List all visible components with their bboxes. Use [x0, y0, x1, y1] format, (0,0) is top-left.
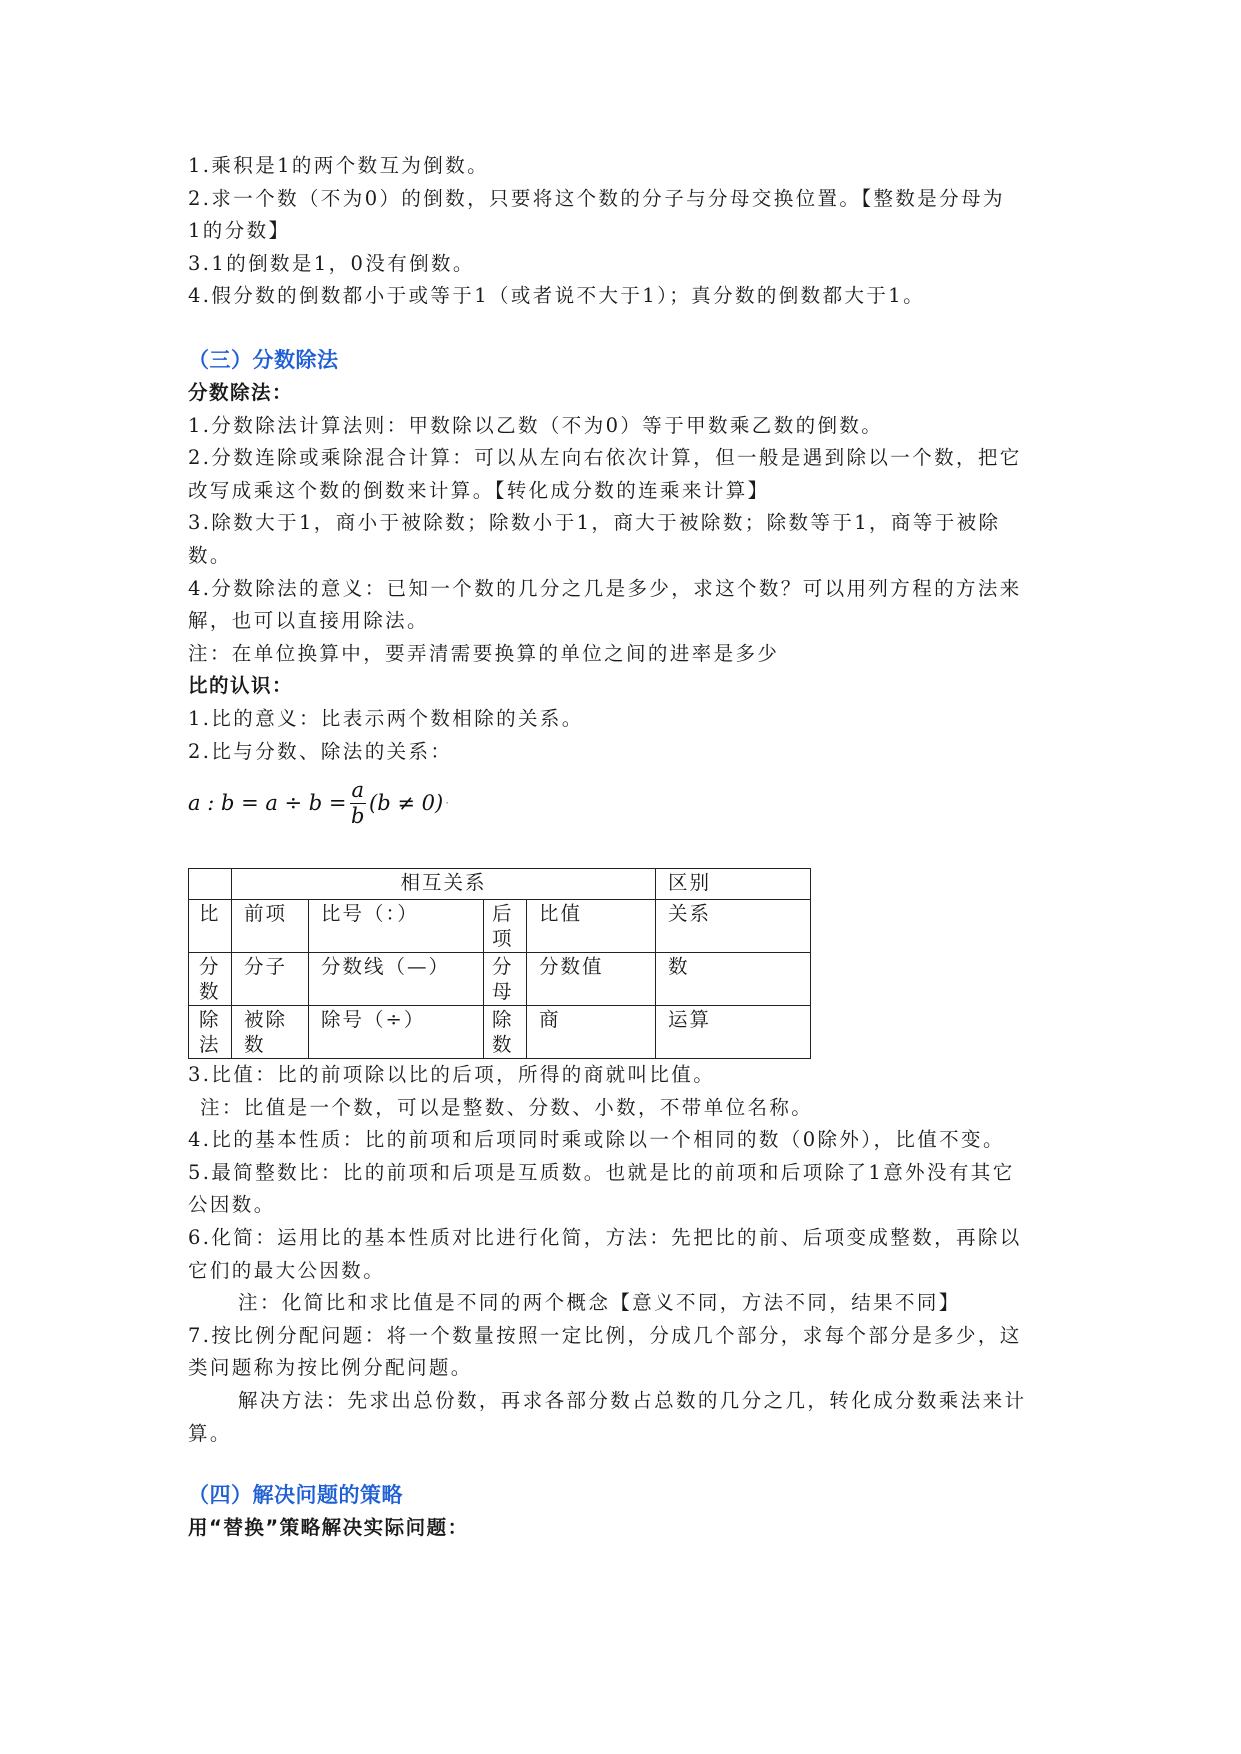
text-line: 2.求一个数（不为0）的倒数，只要将这个数的分子与分母交换位置。【整数是分母为 — [188, 186, 1005, 210]
table-header-difference: 区别 — [656, 869, 811, 900]
ratio-formula — [188, 768, 1058, 838]
table-cell: 分子 — [232, 953, 309, 1006]
text-line: 3.比值：比的前项除以比的后项，所得的商就叫比值。 — [188, 1063, 716, 1087]
text-line: 算。 — [188, 1421, 232, 1445]
text-line: 注：在单位换算中，要弄清需要换算的单位之间的进率是多少 — [188, 641, 780, 665]
subheading-ratio: 比的认识： — [188, 674, 294, 698]
text-line: 2.比与分数、除法的关系： — [188, 739, 453, 763]
table-cell: 前项 — [232, 900, 309, 953]
text-line: 改写成乘这个数的倒数来计算。【转化成分数的连乘来计算】 — [188, 478, 770, 502]
text-line: 6.化简：运用比的基本性质对比进行化简，方法：先把比的前、后项变成整数，再除以 — [188, 1226, 1022, 1250]
table-cell: 比 — [189, 900, 232, 953]
text-line: 4.比的基本性质：比的前项和后项同时乘或除以一个相同的数（0除外），比值不变。 — [188, 1128, 1005, 1152]
text-line: 公因数。 — [188, 1193, 276, 1217]
table-cell: 除法 — [189, 1006, 232, 1059]
ratio-notes-block — [188, 1059, 1058, 1450]
text-line: 4.分数除法的意义：已知一个数的几分之几是多少，求这个数？可以用列方程的方法来 — [188, 576, 1022, 600]
formula-condition: (b ≠ 0) — [369, 791, 444, 816]
table-cell: 分母 — [484, 953, 527, 1006]
text-line: 1.分数除法计算法则：甲数除以乙数（不为0）等于甲数乘乙数的倒数。 — [188, 413, 884, 437]
section-title-strategy: （四）解决问题的策略 — [188, 1483, 403, 1508]
text-line: 2.分数连除或乘除混合计算：可以从左向右依次计算，但一般是遇到除以一个数，把它 — [188, 446, 1022, 470]
text-line: 5.最简整数比：比的前项和后项是互质数。也就是比的前项和后项除了1意外没有其它 — [188, 1160, 1015, 1184]
text-line: 1.乘积是1的两个数互为倒数。 — [188, 154, 490, 177]
relation-table — [188, 868, 811, 1059]
subheading-division: 分数除法： — [188, 380, 294, 404]
division-block — [188, 410, 1058, 671]
text-line: 3.1的倒数是1，0没有倒数。 — [188, 251, 475, 275]
formula-denominator: b — [351, 803, 365, 828]
text-line: 解决方法：先求出总份数，再求各部分数占总数的几分之几，转化成分数乘法来计 — [238, 1389, 1027, 1413]
table-cell: 数 — [656, 953, 811, 1006]
table-cell: 比号（：） — [309, 900, 484, 953]
table-cell: 被除数 — [232, 1006, 309, 1059]
table-cell: 后项 — [484, 900, 527, 953]
table-cell — [189, 869, 232, 900]
text-line: 7.按比例分配问题：将一个数量按照一定比例，分成几个部分，求每个部分是多少，这 — [188, 1323, 1022, 1347]
table-header-mutual: 相互关系 — [232, 869, 656, 900]
text-line: 1的分数】 — [188, 219, 291, 243]
table-cell: 分数值 — [527, 953, 656, 1006]
table-row — [189, 900, 811, 953]
section-title-fraction-division: （三）分数除法 — [188, 347, 339, 372]
table-cell: 除号（÷） — [309, 1006, 484, 1059]
relation-table-wrap — [188, 868, 1058, 1059]
table-cell: 比值 — [527, 900, 656, 953]
text-line: 解，也可以直接用除法。 — [188, 609, 429, 633]
document-page — [188, 150, 1058, 1545]
text-line: 1.比的意义：比表示两个数相除的关系。 — [188, 706, 584, 730]
table-header-row — [189, 869, 811, 900]
formula-fraction — [350, 777, 367, 828]
formula-numerator: a — [351, 777, 365, 802]
table-cell: 除数 — [484, 1006, 527, 1059]
formula-left: a : b = a ÷ b = — [188, 791, 347, 816]
table-row — [189, 953, 811, 1006]
text-line: 注：比值是一个数，可以是整数、分数、小数，不带单位名称。 — [200, 1095, 814, 1119]
table-cell: 分数 — [189, 953, 232, 1006]
reciprocal-block — [188, 150, 1058, 313]
table-cell: 运算 — [656, 1006, 811, 1059]
text-line: 数。 — [188, 543, 232, 567]
table-cell: 分数线（—） — [309, 953, 484, 1006]
text-line: 类问题称为按比例分配问题。 — [188, 1356, 473, 1380]
table-cell: 关系 — [656, 900, 811, 953]
table-cell: 商 — [527, 1006, 656, 1059]
text-line: 注：化简比和求比值是不同的两个概念【意义不同，方法不同，结果不同】 — [238, 1291, 961, 1315]
subheading-substitution: 用“替换”策略解决实际问题： — [188, 1516, 469, 1540]
text-line: 4.假分数的倒数都小于或等于1（或者说不大于1）；真分数的倒数都大于1。 — [188, 284, 925, 308]
paragraph-mark-icon: · — [445, 796, 450, 811]
table-row — [189, 1006, 811, 1059]
text-line: 3.除数大于1，商小于被除数；除数小于1，商大于被除数；除数等于1，商等于被除 — [188, 511, 1001, 535]
text-line: 它们的最大公因数。 — [188, 1258, 386, 1282]
